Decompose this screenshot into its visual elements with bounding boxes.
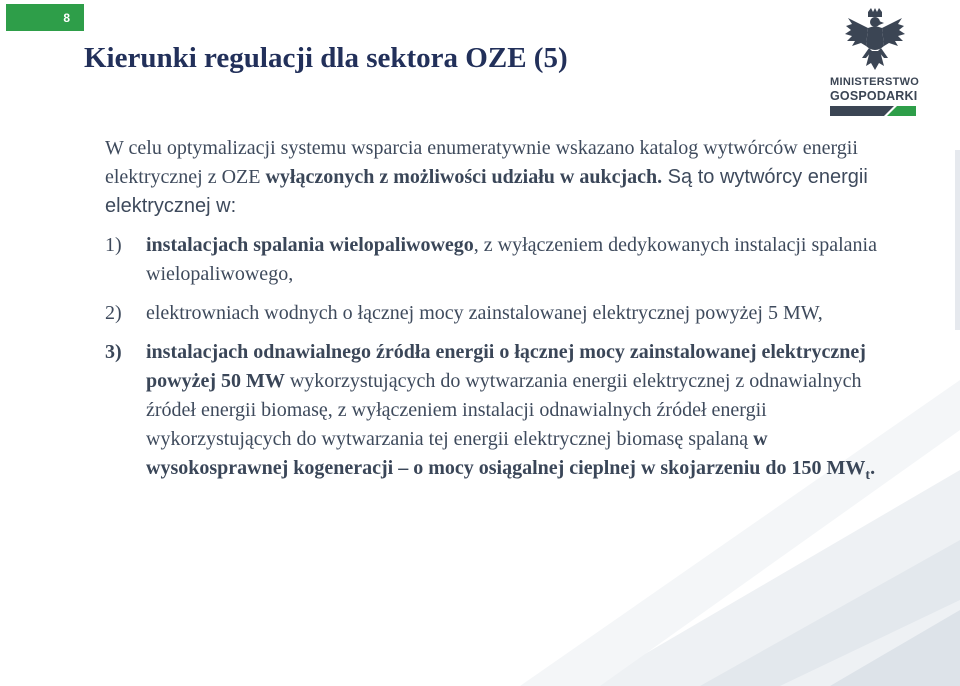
page-number: 8: [63, 10, 70, 25]
logo-bar: [830, 106, 916, 116]
ministry-logo: [830, 8, 922, 118]
slide-title: Kierunki regulacji dla sektora OZE (5): [84, 42, 568, 74]
page-number-badge: [6, 4, 84, 31]
intro-paragraph: W celu optymalizacji systemu wsparcia enumeratywnie wskazano katalog wytwórców energii elektrycznej z OZE wyłączonych z możliwości udziału w aukcjach. Są to wytwórcy energii elektrycznej w:: [105, 137, 868, 217]
list-item-1: 1) instalacjach spalania wielopaliwowego, z wyłączeniem dedykowanych instalacji spalania wielopaliwowego,: [105, 231, 905, 289]
white-eagle-emblem-icon: [844, 8, 906, 72]
logo-text-gospodarki: GOSPODARKI: [830, 89, 918, 103]
list-number: 2): [105, 302, 122, 324]
list-item-3: 3) instalacjach odnawialnego źródła energii o łącznej mocy zainstalowanej elektrycznej powyżej 50 MW wykorzystujących do wytwarzania energii elektrycznej z odnawialnych źródeł energii biomasę, z wyłączeniem instalacji odnawialnych źródeł energii wykorzystujących do wytwarzania tej energii elektrycznej biomasę spalaną w wysokosprawnej kogeneracji – o mocy osiągalnej cieplnej w skojarzeniu do 150 $MW_t$.: [105, 338, 905, 483]
list-item-2: 2) elektrowniach wodnych o łącznej mocy zainstalowanej elektrycznej powyżej 5 MW,: [105, 299, 905, 328]
slide-body: [105, 134, 905, 493]
list-number: 1): [105, 234, 122, 256]
list-number: 3): [105, 341, 122, 363]
logo-text-ministerstwo: MINISTERSTWO: [830, 76, 920, 88]
